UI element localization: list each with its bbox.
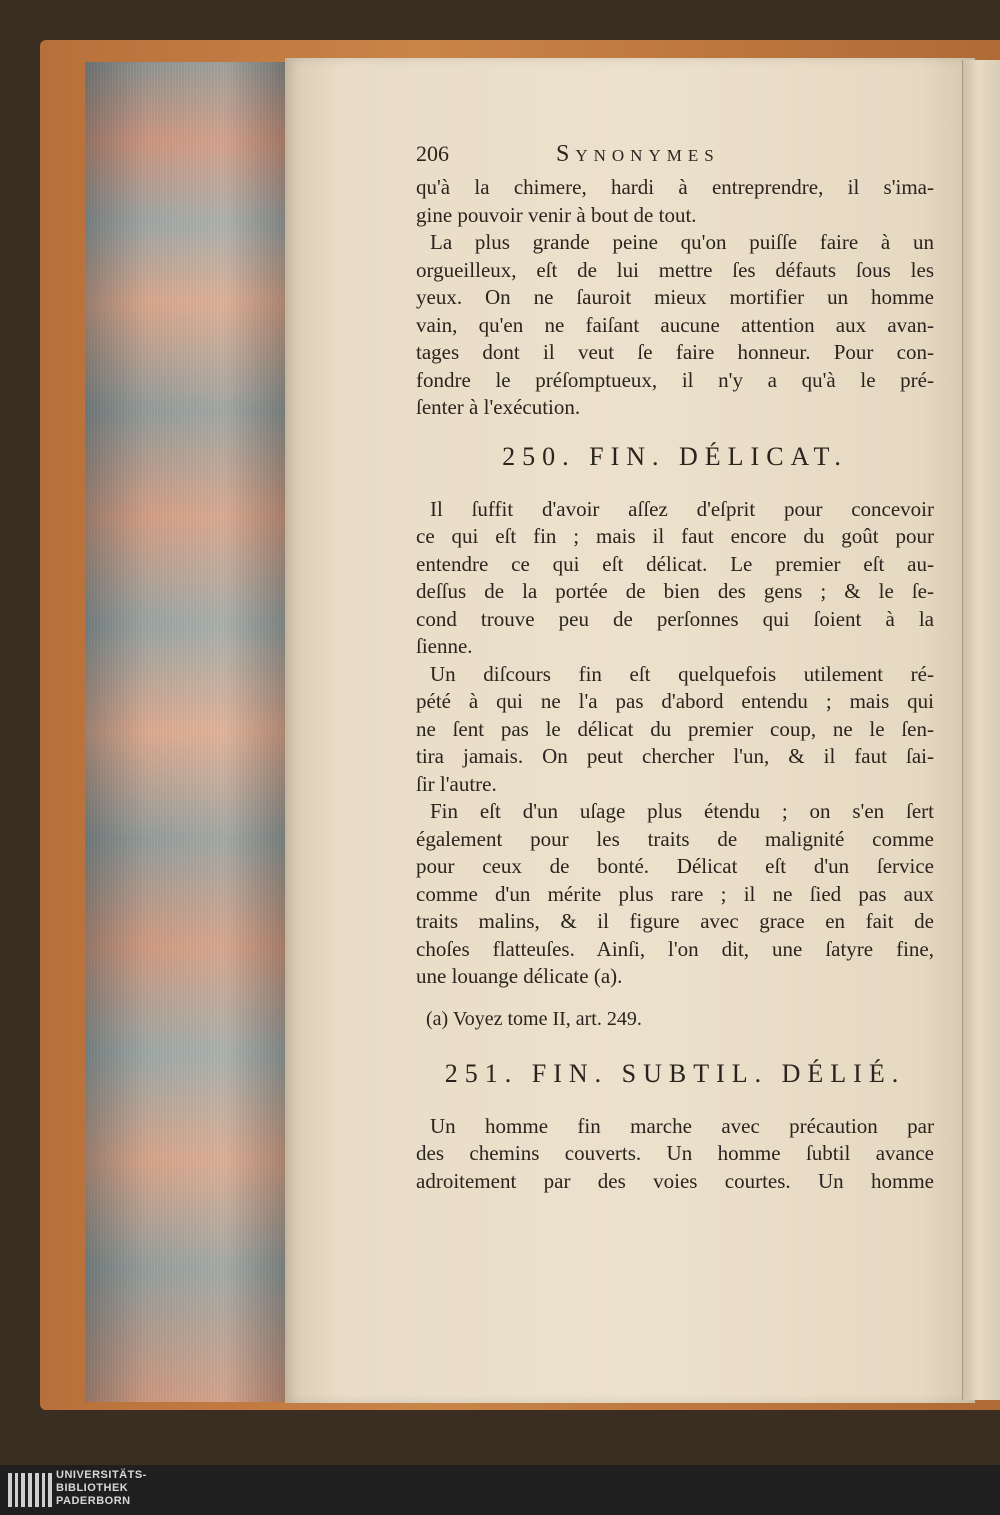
text-line: pour ceux de bonté. Délicat eſt d'un ſervice xyxy=(416,854,934,878)
text-line: Un homme fin marche avec précaution par xyxy=(430,1113,934,1138)
library-name xyxy=(56,1469,147,1508)
text-line: Fin eſt d'un uſage plus étendu ; on s'en ſert xyxy=(430,799,934,823)
footnote: (a) Voyez tome II, art. 249. xyxy=(426,1007,642,1030)
text-line: qu'à la chimere, hardi à entreprendre, il s'ima- xyxy=(416,175,934,199)
paragraph xyxy=(416,661,934,799)
paragraph xyxy=(416,229,934,422)
text-line: tages dont il veut ſe faire honneur. Pour con- xyxy=(416,340,934,364)
library-logo-icon xyxy=(8,1473,52,1507)
marbled-page-edges xyxy=(85,62,285,1402)
text-line: deſſus de la portée de bien des gens ; & le ſe- xyxy=(416,579,934,603)
library-footer xyxy=(0,1465,1000,1515)
paragraph xyxy=(416,496,934,661)
text-line: ne ſent pas le délicat du premier coup, ne le ſen- xyxy=(416,716,934,741)
running-title: Synonymes xyxy=(556,141,720,167)
text-line: yeux. On ne ſauroit mieux mortifier un homme xyxy=(416,285,934,309)
text-line: entendre ce qui eſt délicat. Le premier eſt au- xyxy=(416,551,934,576)
text-line: une louange délicate (a). xyxy=(416,964,623,988)
library-name-line: UNIVERSITÄTS- xyxy=(56,1469,147,1481)
section-heading: 250. FIN. DÉLICAT. xyxy=(502,441,848,471)
text-line: ce qui eſt fin ; mais il faut encore du goût pour xyxy=(416,524,934,548)
text-line: Un diſcours fin eſt quelquefois utilement ré- xyxy=(430,661,934,686)
page-text xyxy=(416,140,934,1195)
text-line: cond trouve peu de perſonnes qui ſoient à la xyxy=(416,606,934,631)
text-line: également pour les traits de malignité comme xyxy=(416,826,934,851)
paragraph xyxy=(416,798,934,991)
text-line: tira jamais. On peut chercher l'un, & il faut ſai- xyxy=(416,744,934,768)
text-line: vain, qu'en ne faiſant aucune attention aux avan- xyxy=(416,312,934,337)
library-name-line: BIBLIOTHEK xyxy=(56,1482,129,1494)
text-line: La plus grande peine qu'on puiſſe faire à un xyxy=(430,230,934,254)
text-line: des chemins couverts. Un homme ſubtil avance xyxy=(416,1141,934,1165)
facing-page-edge xyxy=(962,60,1000,1400)
running-head xyxy=(416,140,934,174)
page-number: 206 xyxy=(416,141,449,166)
text-line: pété à qui ne l'a pas d'abord entendu ; mais qui xyxy=(416,689,934,713)
library-name-line: PADERBORN xyxy=(56,1495,131,1507)
section-heading: 251. FIN. SUBTIL. DÉLIÉ. xyxy=(444,1058,906,1088)
paragraph xyxy=(416,1113,934,1196)
text-line: ſir l'autre. xyxy=(416,771,497,796)
text-line: traits malins, & il figure avec grace en fait de xyxy=(416,909,934,933)
text-line: orgueilleux, eſt de lui mettre ſes défauts ſous les xyxy=(416,257,934,282)
text-line: comme d'un mérite plus rare ; il ne ſied pas aux xyxy=(416,881,934,906)
continuation-text xyxy=(416,174,934,229)
text-line: ſienne. xyxy=(416,634,473,658)
text-line: fondre le préſomptueux, il n'y a qu'à le pré- xyxy=(416,367,934,392)
text-line: choſes flatteuſes. Ainſi, l'on dit, une ſatyre fine, xyxy=(416,936,934,961)
text-line: adroitement par des voies courtes. Un homme xyxy=(416,1168,934,1193)
text-line: ſenter à l'exécution. xyxy=(416,395,581,419)
text-line: gine pouvoir venir à bout de tout. xyxy=(416,202,697,227)
text-line: Il ſuffit d'avoir aſſez d'eſprit pour concevoir xyxy=(430,496,934,521)
